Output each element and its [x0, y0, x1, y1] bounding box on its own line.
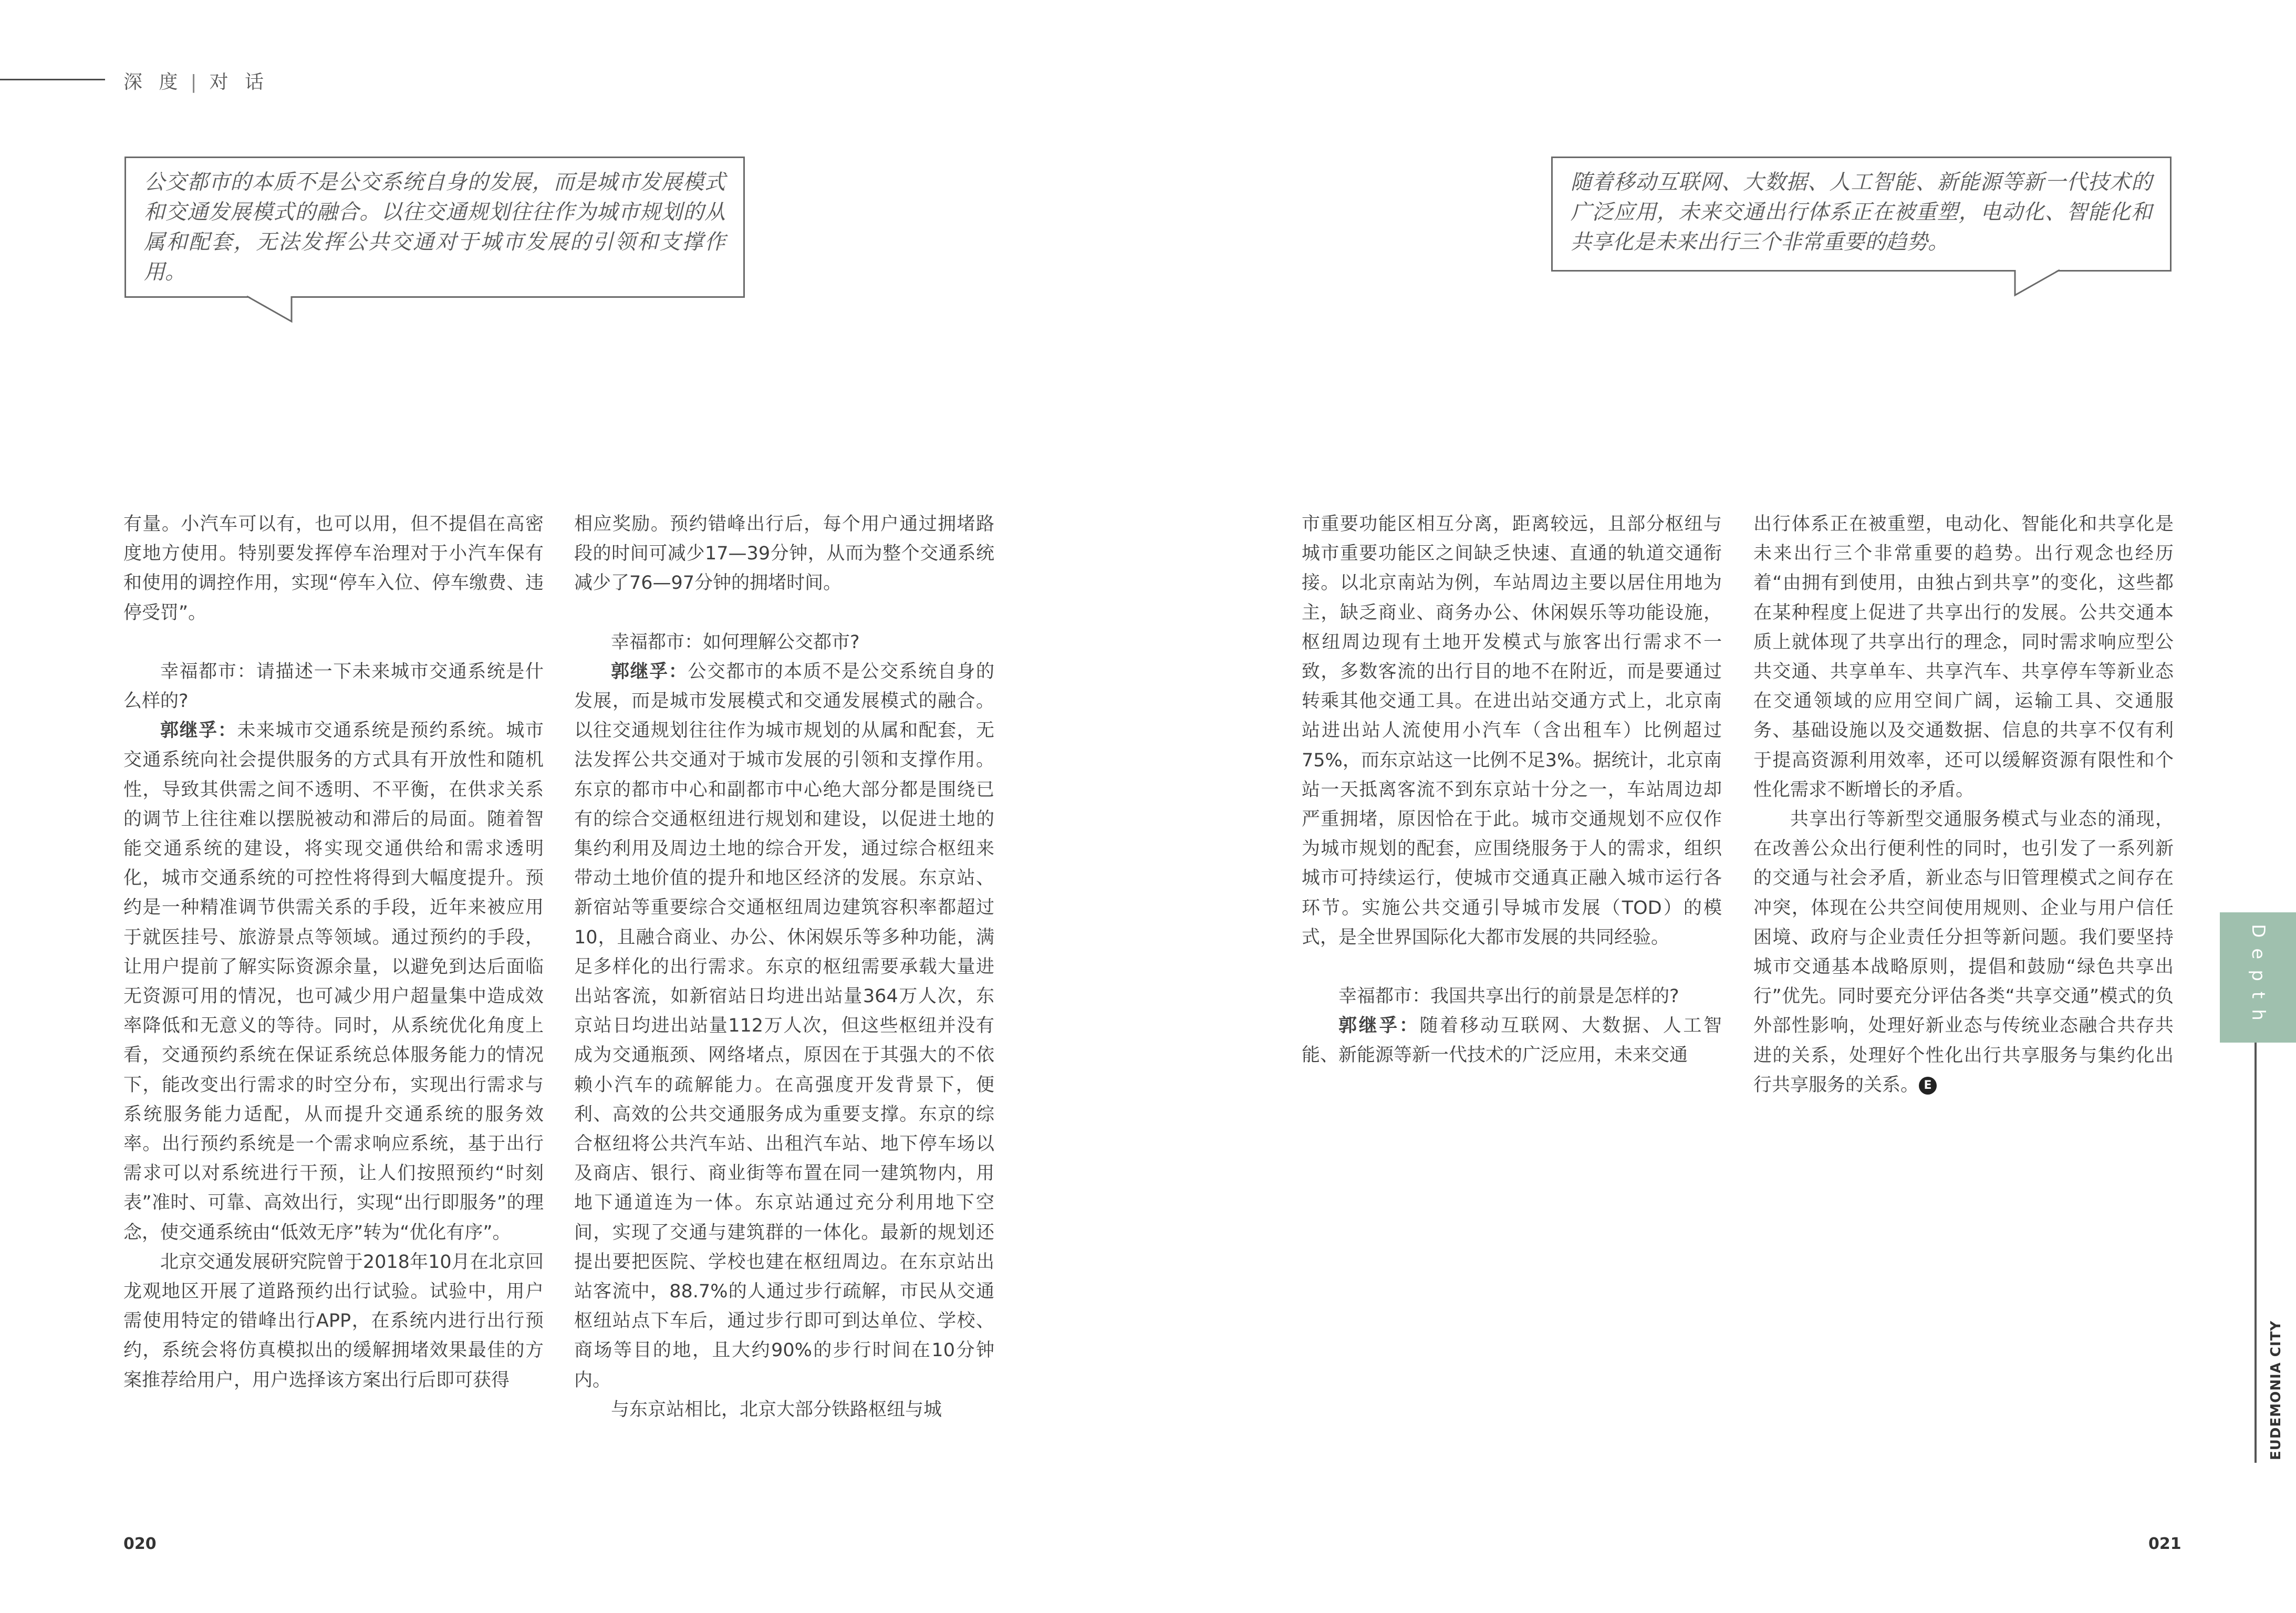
quote-tail-right: [2015, 270, 2073, 296]
interview-answer: [574, 657, 994, 1395]
pull-quote-left-text: 公交都市的本质不是公交系统自身的发展，而是城市发展模式和交通发展模式的融合。以往交通规划往往作为城市规划的从属和配套，无法发挥公共交通对于城市发展的引领和支撑作用。: [144, 170, 725, 284]
paragraph: 与东京站相比，北京大部分铁路枢纽与城: [611, 1399, 942, 1420]
side-rule: [2255, 1043, 2257, 1463]
magazine-brand: EUDEMONIA CITY: [2268, 1320, 2284, 1460]
text-column-2: [574, 509, 994, 1424]
text-column-4: [1753, 509, 2174, 1100]
answer-text: 未来城市交通系统是预约系统。城市交通系统向社会提供服务的方式具有开放性和随机性，导致其供需之间不透明、不平衡，在供求关系的调节上往往难以摆脱被动和滞后的局面。随着智能交通系统的建设，将实现交通供给和需求透明化，城市交通系统的可控性将得到大幅度提升。预约是一种精准调节供需关系的手段，近年来被应用于就医挂号、旅游景点等领域。通过预约的手段，让用户提前了解实际资源余量，以避免到达后面临无资源可用的情况，也可减少用户超量集中造成效率降低和无意义的等待。同时，从系统优化角度上看，交通预约系统在保证系统总体服务能力的情况下，能改变出行需求的时空分布，实现出行需求与系统服务能力适配，从而提升交通系统的服务效率。出行预约系统是一个需求响应系统，基于出行需求可以对系统进行干预，让人们按照预约“时刻表”准时、可靠、高效出行，实现“出行即服务”的理念，使交通系统由“低效无序”转为“优化有序”。: [123, 720, 544, 1243]
header-rule: [0, 79, 105, 80]
speaker-name: 郭继孚：: [611, 661, 688, 682]
section-label: 深 度: [123, 71, 183, 93]
end-mark-icon: E: [1919, 1077, 1937, 1095]
paragraph: 北京交通发展研究院曾于2018年10月在北京回龙观地区开展了道路预约出行试验。试验中，用户需使用特定的错峰出行APP，在系统内进行出行预约，系统会将仿真模拟出的缓解拥堵效果最佳的方案推荐给用户，用户选择该方案出行后即可获得: [123, 1251, 544, 1391]
speaker-name: 郭继孚：: [160, 720, 237, 742]
quote-tail-left: [247, 296, 305, 322]
text-column-1: [123, 509, 544, 1395]
text-column-3: [1302, 509, 1722, 1070]
paragraph: [1753, 805, 2174, 1100]
answer-text: 随着移动互联网、大数据、人工智能、新能源等新一代技术的广泛应用，未来交通: [1302, 1015, 1722, 1066]
answer-text: 公交都市的本质不是公交系统自身的发展，而是城市发展模式和交通发展模式的融合。以往交通规划往往作为城市规划的从属和配套，无法发挥公共交通对于城市发展的引领和支撑作用。东京的都市中心和副都市中心绝大部分都是围绕已有的综合交通枢纽进行规划和建设，以促进土地的集约利用及周边土地的综合开发，通过综合枢纽来带动土地价值的提升和地区经济的发展。东京站、新宿站等重要综合交通枢纽周边建筑容积率都超过10，且融合商业、办公、休闲娱乐等多种功能，满足多样化的出行需求。东京的枢纽需要承载大量进出站客流，如新宿站日均进出站量364万人次，东京站日均进出站量112万人次，但这些枢纽并没有成为交通瓶颈、网络堵点，原因在于其强大的不依赖小汽车的疏解能力。在高强度开发背景下，便利、高效的公共交通服务成为重要支撑。东京的综合枢纽将公共汽车站、出租汽车站、地下停车场以及商店、银行、商业街等布置在同一建筑物内，用地下通道连为一体。东京站通过充分利用地下空间，实现了交通与建筑群的一体化。最新的规划还提出要把医院、学校也建在枢纽周边。在东京站出站客流中，88.7%的人通过步行疏解，市民从交通枢纽站点下车后，通过步行即可到达单位、学校、商场等目的地，且大约90%的步行时间在10分钟内。: [574, 661, 994, 1391]
interview-question: 幸福都市：请描述一下未来城市交通系统是什么样的?: [123, 661, 544, 712]
paragraph: 出行体系正在被重塑，电动化、智能化和共享化是未来出行三个非常重要的趋势。出行观念也经历着“由拥有到使用，由独占到共享”的变化，这些都在某种程度上促进了共享出行的发展。公共交通本质上就体现了共享出行的理念，同时需求响应型公共交通、共享单车、共享汽车、共享停车等新业态在交通领域的应用空间广阔，运输工具、交通服务、基础设施以及交通数据、信息的共享不仅有利于提高资源利用效率，还可以缓解资源有限性和个性化需求不断增长的矛盾。: [1753, 514, 2174, 800]
interview-answer: [123, 716, 544, 1247]
interview-question: 幸福都市：如何理解公交都市?: [611, 631, 860, 653]
page-number-right: 021: [2148, 1535, 2181, 1553]
page-number-left: 020: [123, 1535, 157, 1553]
paragraph: 相应奖励。预约错峰出行后，每个用户通过拥堵路段的时间可减少17—39分钟，从而为整个交通系统减少了76—97分钟的拥堵时间。: [574, 514, 994, 594]
speaker-name: 郭继孚：: [1338, 1015, 1420, 1037]
paragraph: 有量。小汽车可以有，也可以用，但不提倡在高密度地方使用。特别要发挥停车治理对于小汽车保有和使用的调控作用，实现“停车入位、停车缴费、违停受罚”。: [123, 514, 544, 623]
section-header: [123, 67, 269, 94]
pull-quote-right: [1551, 157, 2172, 272]
interview-answer: [1302, 1011, 1722, 1070]
subsection-label: 对 话: [209, 71, 269, 93]
paragraph-text: 共享出行等新型交通服务模式与业态的涌现，在改善公众出行便利性的同时，也引发了一系列新的交通与社会矛盾，新业态与旧管理模式之间存在冲突，体现在公共空间使用规则、企业与用户信任困境、政府与企业责任分担等新问题。我们要坚持城市交通基本战略原则，提倡和鼓励“绿色共享出行”优先。同时要充分评估各类“共享交通”模式的负外部性影响，处理好新业态与传统业态融合共存共进的关系，处理好个性化出行共享服务与集约化出行共享服务的关系。: [1753, 809, 2174, 1096]
side-tab-label: Depth: [2247, 924, 2269, 1031]
interview-question: 幸福都市：我国共享出行的前景是怎样的?: [1338, 986, 1679, 1007]
paragraph: 市重要功能区相互分离，距离较远，且部分枢纽与城市重要功能区之间缺乏快速、直通的轨道交通衔接。以北京南站为例，车站周边主要以居住用地为主，缺乏商业、商务办公、休闲娱乐等功能设施，枢纽周边现有土地开发模式与旅客出行需求不一致，多数客流的出行目的地不在附近，而是要通过转乘其他交通工具。在进出站交通方式上，北京南站进出站人流使用小汽车（含出租车）比例超过75%，而东京站这一比例不足3%。据统计，北京南站一天抵离客流不到东京站十分之一，车站周边却严重拥堵，原因恰在于此。城市交通规划不应仅作为城市规划的配套，应围绕服务于人的需求，组织城市可持续运行，使城市交通真正融入城市运行各环节。实施公共交通引导城市发展（TOD）的模式，是全世界国际化大都市发展的共同经验。: [1302, 514, 1722, 948]
pull-quote-right-text: 随着移动互联网、大数据、人工智能、新能源等新一代技术的广泛应用，未来交通出行体系正在被重塑，电动化、智能化和共享化是未来出行三个非常重要的趋势。: [1571, 170, 2152, 254]
pull-quote-left: [124, 157, 745, 298]
header-separator: |: [190, 71, 202, 93]
section-side-tab: [2220, 912, 2296, 1043]
